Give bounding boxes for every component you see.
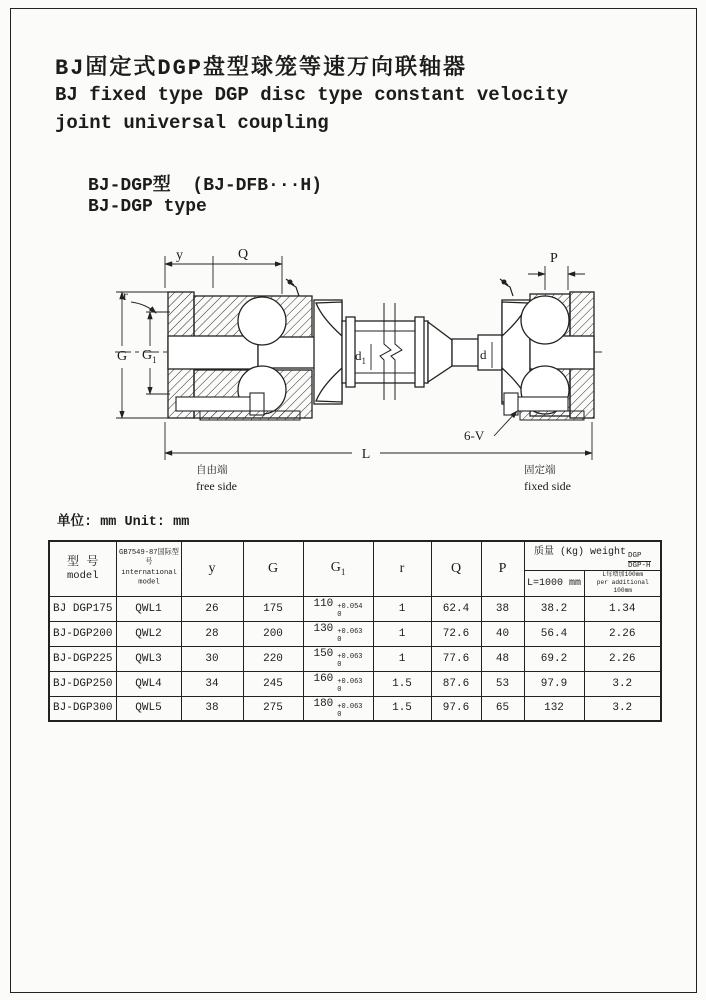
free-side-label-zh: 自由端: [196, 465, 228, 476]
table-row: [49, 671, 661, 696]
table-cell: 1.5: [373, 671, 431, 696]
spec-table: [48, 540, 662, 722]
header-p: P: [481, 541, 524, 596]
table-cell: 110 +0.054 0: [303, 596, 373, 621]
dim-label-g: G: [116, 349, 128, 364]
table-row: [49, 621, 661, 646]
table-cell: 220: [243, 646, 303, 671]
unit-label: 单位: mm Unit: mm: [57, 515, 190, 530]
dim-label-p: P: [550, 251, 558, 266]
model-subtitle-en: BJ-DGP type: [88, 197, 207, 217]
dim-label-g1: $G_1$: [142, 348, 157, 365]
header-q: Q: [431, 541, 481, 596]
table-cell: 2.26: [584, 621, 661, 646]
table-cell: 38: [181, 696, 243, 721]
table-cell: 56.4: [524, 621, 584, 646]
table-cell: QWL4: [116, 671, 181, 696]
table-cell: 97.9: [524, 671, 584, 696]
table-cell: 28: [181, 621, 243, 646]
table-cell: 150 +0.063 0: [303, 646, 373, 671]
table-cell: BJ-DGP200: [49, 621, 116, 646]
dim-label-r: r: [123, 289, 128, 304]
header-r: r: [373, 541, 431, 596]
dim-label-q: Q: [238, 247, 249, 262]
header-weight-per-100mm: L每增加100mm per additional 100mm: [584, 571, 661, 596]
table-row: [49, 596, 661, 621]
table-cell: 38.2: [524, 596, 584, 621]
bolt-callout-label: 6-V: [464, 428, 485, 443]
fixed-side-label-zh: 固定端: [524, 465, 556, 476]
table-cell: 30: [181, 646, 243, 671]
table-row: [49, 696, 661, 721]
table-cell: 1: [373, 646, 431, 671]
coupling-body: [168, 292, 594, 420]
table-row: [49, 646, 661, 671]
table-cell: BJ-DGP300: [49, 696, 116, 721]
model-subtitle-zh: BJ-DGP型 (BJ-DFB···H): [88, 176, 323, 196]
fixed-side-label-en: fixed side: [524, 479, 571, 493]
dim-label-d: d: [480, 347, 487, 362]
table-cell: 1: [373, 621, 431, 646]
table-cell: QWL3: [116, 646, 181, 671]
table-cell: 160 +0.063 0: [303, 671, 373, 696]
table-cell: 87.6: [431, 671, 481, 696]
dim-label-l: L: [361, 447, 371, 462]
header-model: 型 号 model: [49, 541, 116, 596]
dim-label-d1: $d_1$: [355, 348, 366, 366]
table-cell: 69.2: [524, 646, 584, 671]
table-cell: 48: [481, 646, 524, 671]
free-side-label-en: free side: [196, 479, 237, 493]
table-cell: BJ-DGP225: [49, 646, 116, 671]
table-cell: 180 +0.063 0: [303, 696, 373, 721]
side-captions: [196, 463, 571, 493]
table-cell: 132: [524, 696, 584, 721]
table-cell: BJ DGP175: [49, 596, 116, 621]
table-cell: 175: [243, 596, 303, 621]
table-cell: 65: [481, 696, 524, 721]
table-cell: BJ-DGP250: [49, 671, 116, 696]
page-title-en-line2: joint universal coupling: [55, 112, 329, 134]
table-cell: 77.6: [431, 646, 481, 671]
table-cell: 1.34: [584, 596, 661, 621]
dim-label-y: y: [176, 248, 183, 263]
table-cell: 245: [243, 671, 303, 696]
header-weight: 质量 (Kg) weight DGP DGP-H: [524, 541, 661, 571]
table-cell: 3.2: [584, 671, 661, 696]
table-cell: QWL1: [116, 596, 181, 621]
header-g: G: [243, 541, 303, 596]
table-cell: 200: [243, 621, 303, 646]
header-y: y: [181, 541, 243, 596]
grease-fitting-icons: [286, 279, 513, 296]
table-cell: QWL5: [116, 696, 181, 721]
table-cell: 26: [181, 596, 243, 621]
table-cell: 53: [481, 671, 524, 696]
table-cell: 1: [373, 596, 431, 621]
header-international-model: GB7549-87国际型号 international model: [116, 541, 181, 596]
header-weight-l1000: L=1000 mm: [524, 571, 584, 596]
table-cell: 3.2: [584, 696, 661, 721]
page-title-en-line1: BJ fixed type DGP disc type constant velocity: [55, 84, 569, 106]
table-cell: 34: [181, 671, 243, 696]
table-cell: QWL2: [116, 621, 181, 646]
table-cell: 72.6: [431, 621, 481, 646]
table-cell: 275: [243, 696, 303, 721]
table-cell: 1.5: [373, 696, 431, 721]
table-cell: 2.26: [584, 646, 661, 671]
table-cell: 130 +0.063 0: [303, 621, 373, 646]
header-g1: $G_1$: [303, 541, 373, 596]
page-title-zh: BJ固定式DGP盘型球笼等速万向联轴器: [55, 56, 468, 81]
table-cell: 62.4: [431, 596, 481, 621]
table-cell: 97.6: [431, 696, 481, 721]
table-cell: 38: [481, 596, 524, 621]
table-cell: 40: [481, 621, 524, 646]
